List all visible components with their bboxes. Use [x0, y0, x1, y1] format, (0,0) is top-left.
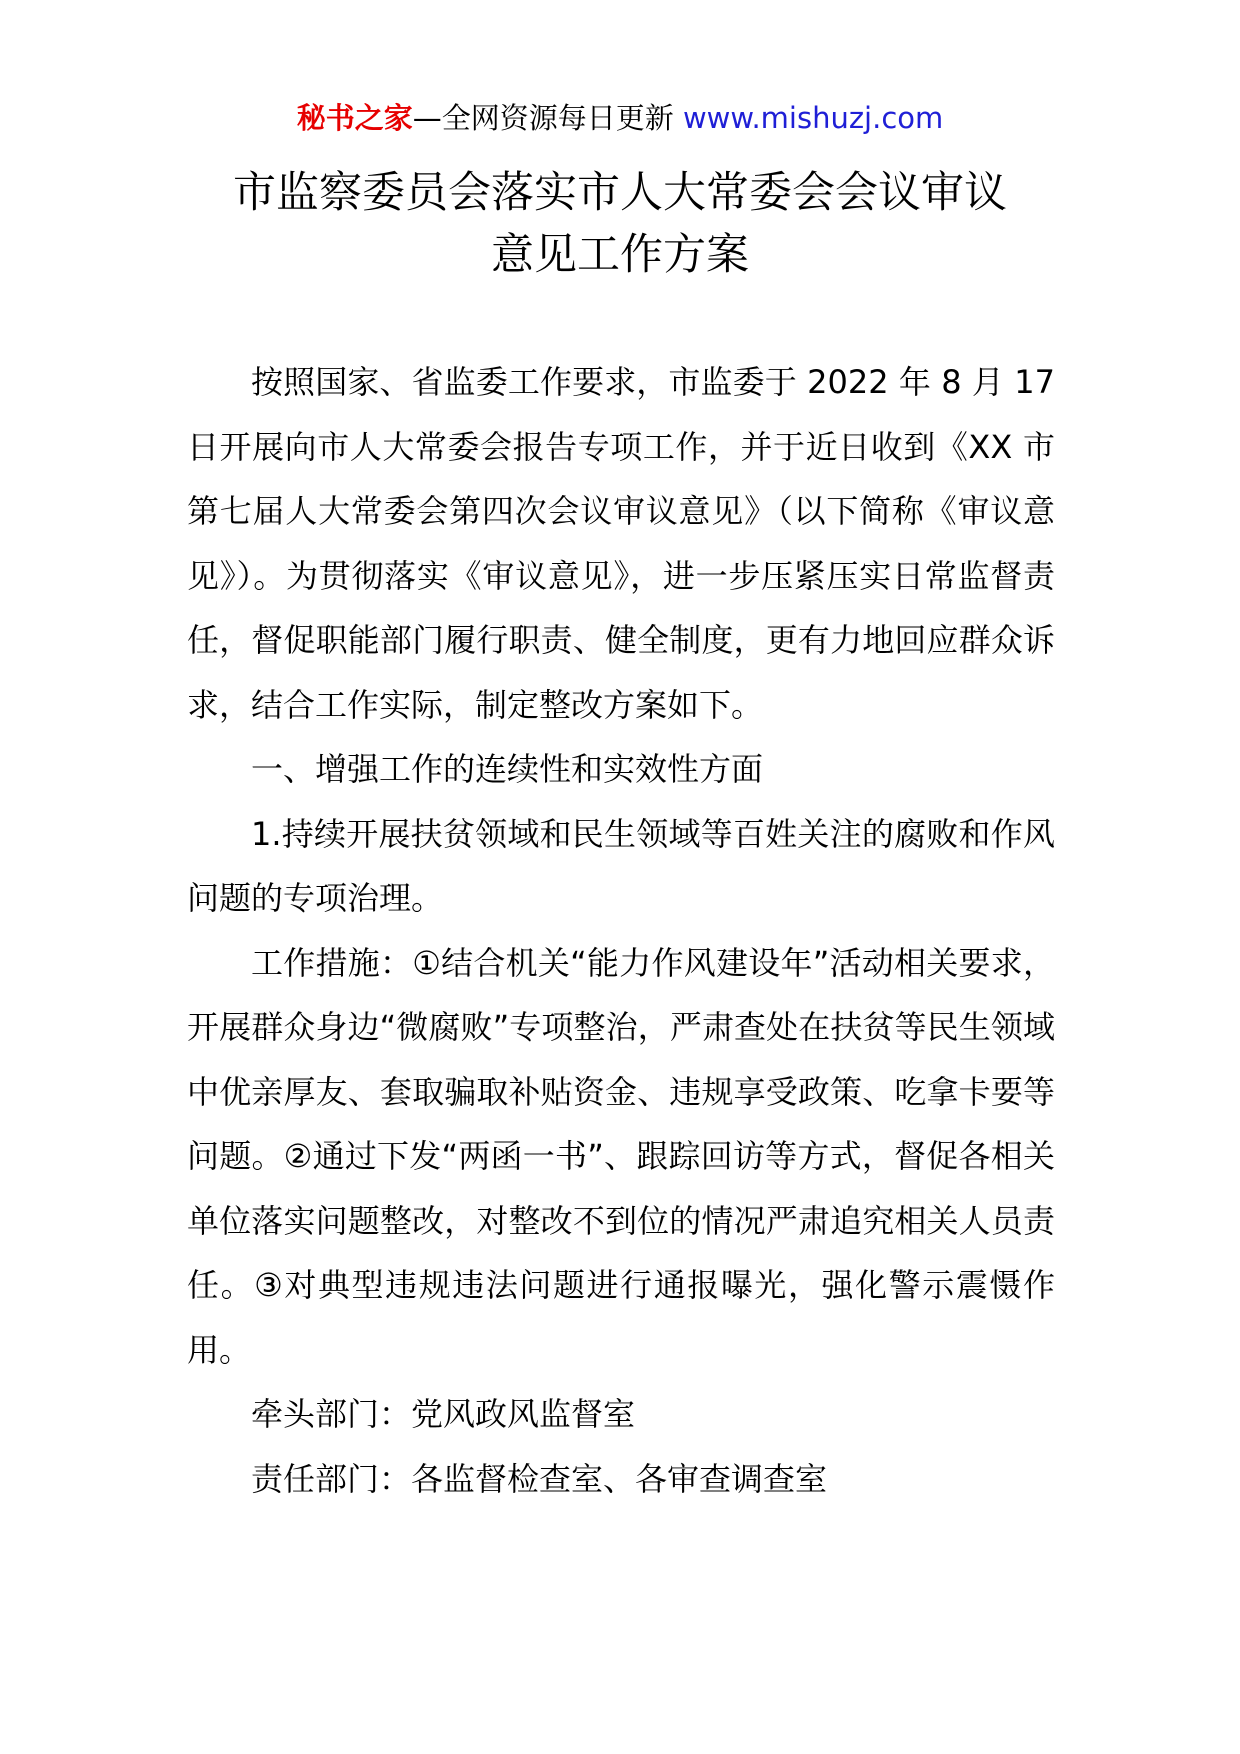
- title-line-1: 市监察委员会落实市人大常委会会议审议: [233, 168, 1007, 218]
- site-slogan: —全网资源每日更新: [412, 101, 674, 135]
- item-heading: 1.持续开展扶贫领域和民生领域等百姓关注的腐败和作风问题的专项治理。: [187, 814, 1055, 917]
- brand-name: 秘书之家: [296, 101, 413, 135]
- intro-paragraph: 按照国家、省监委工作要求，市监委于 2022 年 8 月 17 日开展向市人大常委会报告专项工作，并于近日收到《XX 市第七届人大常委会第四次会议审议意见》（以下简称《审议意见》）。为贯彻落实《审议意见》，进一步压紧压实日常监督责任，督促职能部门履行职责、健全制度，更有力地回应群众诉求，结合工作实际，制定整改方案如下。: [187, 363, 1055, 724]
- lead-department: 牵头部门：党风政风监督室: [251, 1395, 636, 1433]
- measures-paragraph: 工作措施：①结合机关“能力作风建设年”活动相关要求，开展群众身边“微腐败”专项整治，严肃查处在扶贫等民生领域中优亲厚友、套取骗取补贴资金、违规享受政策、吃拿卡要等问题。②通过下发“两函一书”、跟踪回访等方式，督促各相关单位落实问题整改，对整改不到位的情况严肃追究相关人员责任。③对典型违规违法问题进行通报曝光，强化警示震慑作用。: [187, 943, 1055, 1369]
- section-heading: 一、增强工作的连续性和实效性方面: [251, 750, 764, 788]
- document-body: [187, 350, 1055, 1511]
- document-title: [150, 162, 1090, 286]
- title-line-2: 意见工作方案: [491, 230, 749, 280]
- responsible-departments: 责任部门：各监督检查室、各审查调查室: [251, 1459, 828, 1498]
- site-header: [0, 98, 1240, 138]
- site-url-link[interactable]: www.mishuzj.com: [682, 101, 944, 135]
